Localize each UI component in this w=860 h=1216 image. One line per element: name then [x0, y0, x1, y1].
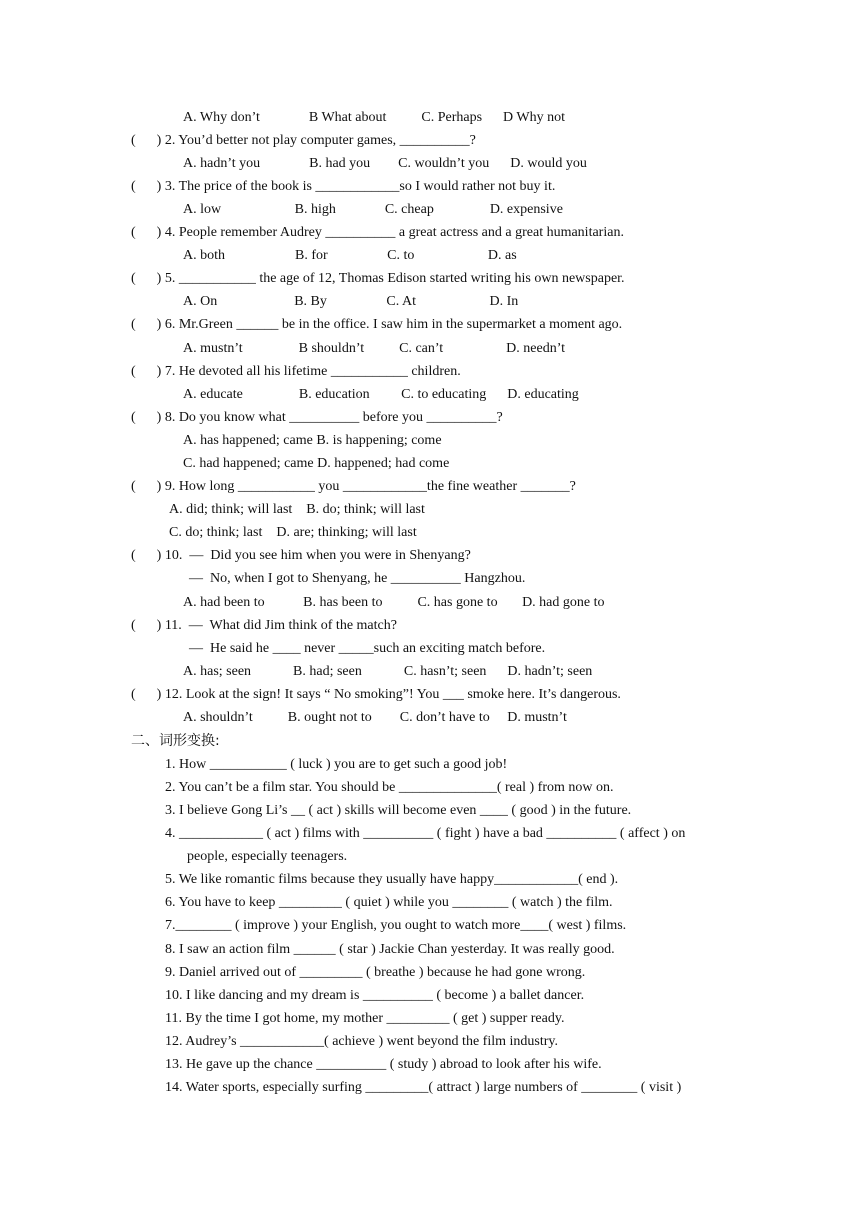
word-form-item: 9. Daniel arrived out of _________ ( breathe ) because he had gone wrong. — [165, 965, 586, 980]
q12-stem: ( ) 12. Look at the sign! It says “ No smoking”! You ___ smoke here. It’s dangerous. — [131, 687, 621, 702]
q8-stem: ( ) 8. Do you know what __________ before you __________? — [131, 410, 503, 425]
q10-reply: — No, when I got to Shenyang, he __________ Hangzhou. — [189, 571, 526, 586]
q5-options: A. On B. By C. At D. In — [183, 294, 519, 309]
word-form-item: 2. You can’t be a film star. You should be ______________( real ) from now on. — [165, 780, 614, 795]
word-form-item: 1. How ___________ ( luck ) you are to get such a good job! — [165, 757, 508, 772]
q8-options-a: A. has happened; came B. is happening; come — [183, 433, 442, 448]
q9-options-b: C. do; think; last D. are; thinking; will last — [169, 525, 417, 540]
word-form-item-continued: people, especially teenagers. — [187, 849, 348, 864]
word-form-item: 4. ____________ ( act ) films with __________ ( fight ) have a bad __________ ( affect ) on — [165, 826, 686, 841]
word-form-item: 11. By the time I got home, my mother _________ ( get ) supper ready. — [165, 1011, 565, 1026]
q6-options: A. mustn’t B shouldn’t C. can’t D. needn’t — [183, 341, 566, 356]
word-form-item: 3. I believe Gong Li’s __ ( act ) skills will become even ____ ( good ) in the future. — [165, 803, 632, 818]
q1-options: A. Why don’t B What about C. Perhaps D Why not — [183, 110, 565, 125]
word-form-item: 14. Water sports, especially surfing _________( attract ) large numbers of ________ ( visit ) — [165, 1080, 682, 1095]
word-form-item: 13. He gave up the chance __________ ( study ) abroad to look after his wife. — [165, 1057, 602, 1072]
word-form-item: 6. You have to keep _________ ( quiet ) while you ________ ( watch ) the film. — [165, 895, 613, 910]
q2-options: A. hadn’t you B. had you C. wouldn’t you D. would you — [183, 156, 587, 171]
q4-stem: ( ) 4. People remember Audrey __________ a great actress and a great humanitarian. — [131, 225, 624, 240]
section-heading: 二、词形变换: — [131, 733, 220, 749]
q10-stem: ( ) 10. — Did you see him when you were in Shenyang? — [131, 548, 471, 563]
q3-options: A. low B. high C. cheap D. expensive — [183, 202, 563, 217]
q9-options-a: A. did; think; will last B. do; think; will last — [169, 502, 425, 517]
q11-stem: ( ) 11. — What did Jim think of the match? — [131, 618, 397, 633]
q11-options: A. has; seen B. had; seen C. hasn’t; seen D. hadn’t; seen — [183, 664, 593, 679]
q12-options: A. shouldn’t B. ought not to C. don’t have to D. mustn’t — [183, 710, 567, 725]
q3-stem: ( ) 3. The price of the book is ____________so I would rather not buy it. — [131, 179, 556, 194]
q5-stem: ( ) 5. ___________ the age of 12, Thomas Edison started writing his own newspaper. — [131, 271, 625, 286]
q7-options: A. educate B. education C. to educating D. educating — [183, 387, 579, 402]
word-form-item: 8. I saw an action film ______ ( star ) Jackie Chan yesterday. It was really good. — [165, 942, 615, 957]
q4-options: A. both B. for C. to D. as — [183, 248, 517, 263]
q10-options: A. had been to B. has been to C. has gone to D. had gone to — [183, 595, 605, 610]
q11-reply: — He said he ____ never _____such an exciting match before. — [189, 641, 546, 656]
word-form-item: 7.________ ( improve ) your English, you ought to watch more____( west ) films. — [165, 918, 627, 933]
q7-stem: ( ) 7. He devoted all his lifetime ___________ children. — [131, 364, 461, 379]
q2-stem: ( ) 2. You’d better not play computer games, __________? — [131, 133, 476, 148]
word-form-item: 5. We like romantic films because they usually have happy____________( end ). — [165, 872, 619, 887]
q9-stem: ( ) 9. How long ___________ you ____________the fine weather _______? — [131, 479, 576, 494]
q8-options-b: C. had happened; came D. happened; had come — [183, 456, 450, 471]
q6-stem: ( ) 6. Mr.Green ______ be in the office. I saw him in the supermarket a moment ago. — [131, 317, 623, 332]
word-form-item: 10. I like dancing and my dream is __________ ( become ) a ballet dancer. — [165, 988, 585, 1003]
word-form-item: 12. Audrey’s ____________( achieve ) went beyond the film industry. — [165, 1034, 558, 1049]
